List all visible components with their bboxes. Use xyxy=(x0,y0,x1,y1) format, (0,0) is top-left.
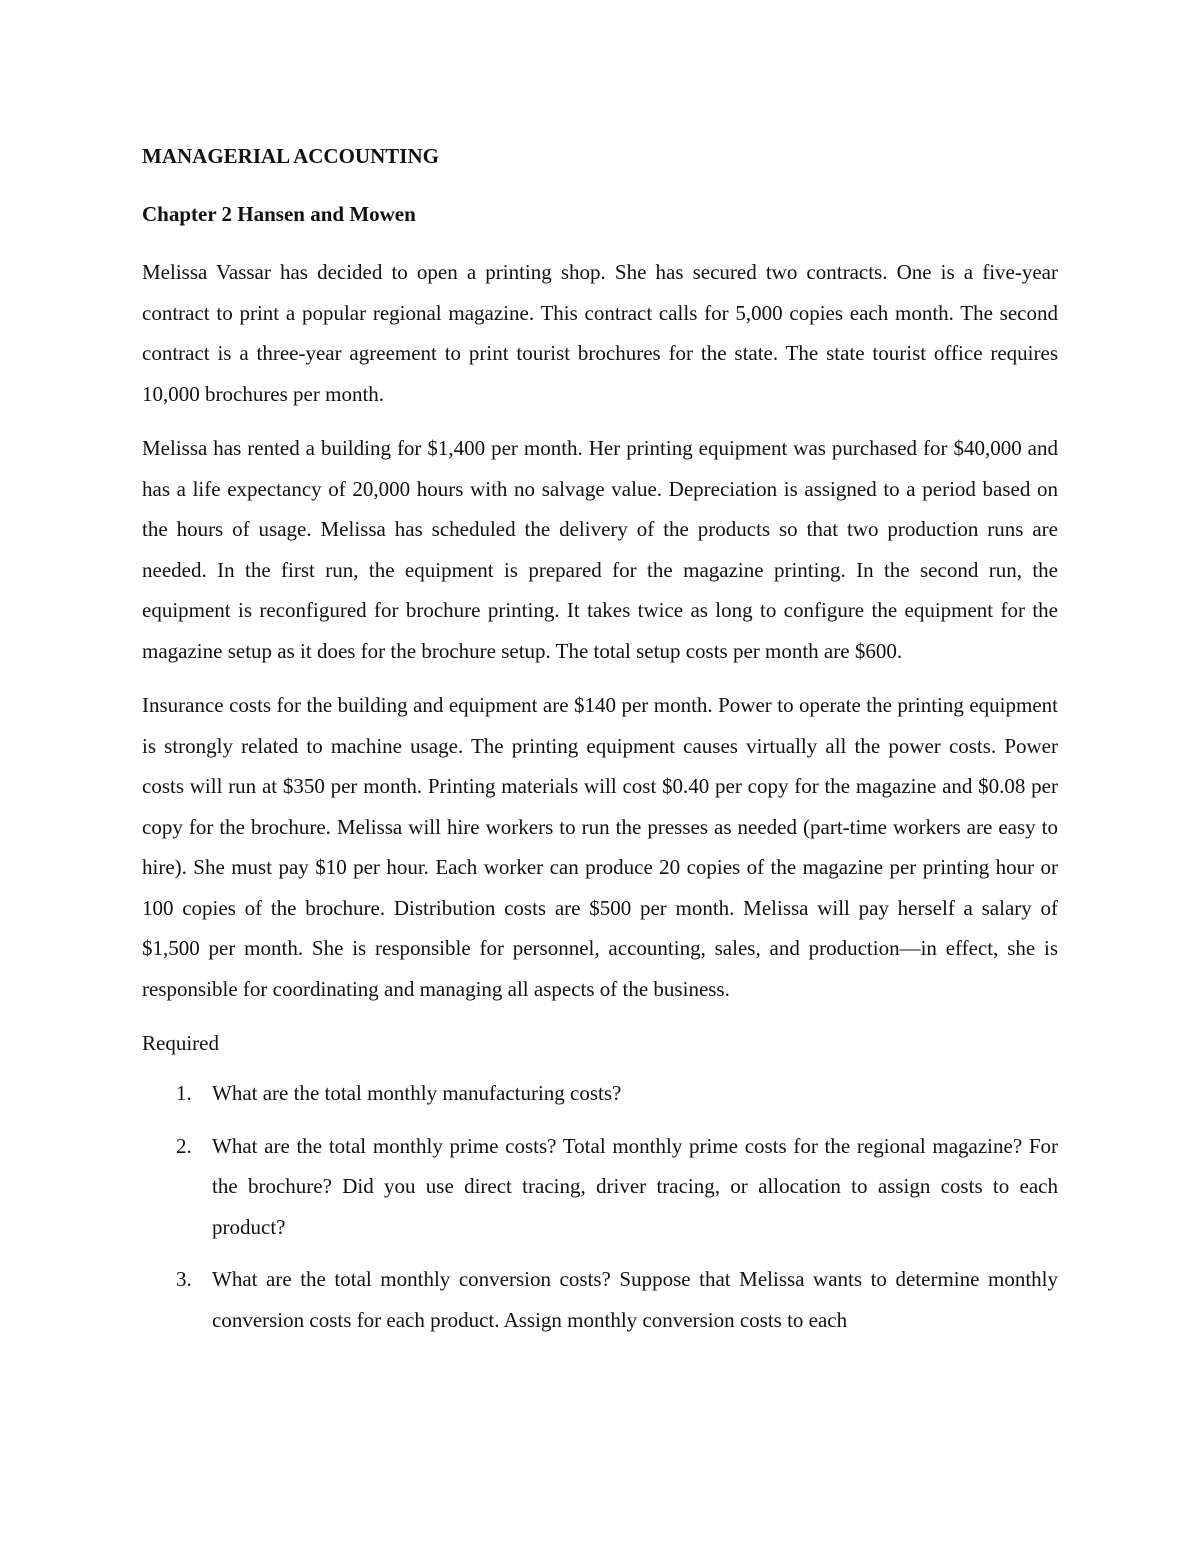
question-number: 3. xyxy=(176,1267,192,1291)
question-text: What are the total monthly manufacturing costs? xyxy=(212,1081,622,1105)
questions-list xyxy=(142,1073,1058,1340)
document-page xyxy=(142,138,1058,1352)
paragraph-contracts: Melissa Vassar has decided to open a printing shop. She has secured two contracts. One is a five-year contract to print a popular regional magazine. This contract calls for 5,000 copies each month. The second contract is a three-year agreement to print tourist brochures for the state. The state tourist office requires 10,000 brochures per month. xyxy=(142,260,1058,406)
paragraph-costs: Insurance costs for the building and equipment are $140 per month. Power to operate the printing equipment is strongly related to machine usage. The printing equipment causes virtually all the power costs. Power costs will run at $350 per month. Printing materials will cost $0.40 per copy for the magazine and $0.08 per copy for the brochure. Melissa will hire workers to run the presses as needed (part-time workers are easy to hire). She must pay $10 per hour. Each worker can produce 20 copies of the magazine per printing hour or 100 copies of the brochure. Distribution costs are $500 per month. Melissa will pay herself a salary of $1,500 per month. She is responsible for personnel, accounting, sales, and production—in effect, she is responsible for coordinating and managing all aspects of the business. xyxy=(142,693,1058,1001)
paragraph-building-equipment: Melissa has rented a building for $1,400 per month. Her printing equipment was purchased for $40,000 and has a life expectancy of 20,000 hours with no salvage value. Depreciation is assigned to a period based on the hours of usage. Melissa has scheduled the delivery of the products so that two production runs are needed. In the first run, the equipment is prepared for the magazine printing. In the second run, the equipment is reconfigured for brochure printing. It takes twice as long to configure the equipment for the magazine setup as it does for the brochure setup. The total setup costs per month are $600. xyxy=(142,436,1058,663)
question-item xyxy=(176,1073,1058,1114)
question-number: 1. xyxy=(176,1081,192,1105)
question-item xyxy=(176,1126,1058,1248)
required-label: Required xyxy=(142,1031,219,1055)
question-text: What are the total monthly prime costs? Total monthly prime costs for the regional magazine? For the brochure? Did you use direct tracing, driver tracing, or allocation to assign costs to each product? xyxy=(212,1133,1058,1239)
question-number: 2. xyxy=(176,1133,192,1158)
question-item xyxy=(176,1259,1058,1340)
chapter-subtitle: Chapter 2 Hansen and Mowen xyxy=(142,202,416,226)
question-text: What are the total monthly conversion costs? Suppose that Melissa wants to determine monthly conversion costs for each product. Assign monthly conversion costs to each xyxy=(212,1267,1058,1332)
document-title: MANAGERIAL ACCOUNTING xyxy=(142,144,439,168)
